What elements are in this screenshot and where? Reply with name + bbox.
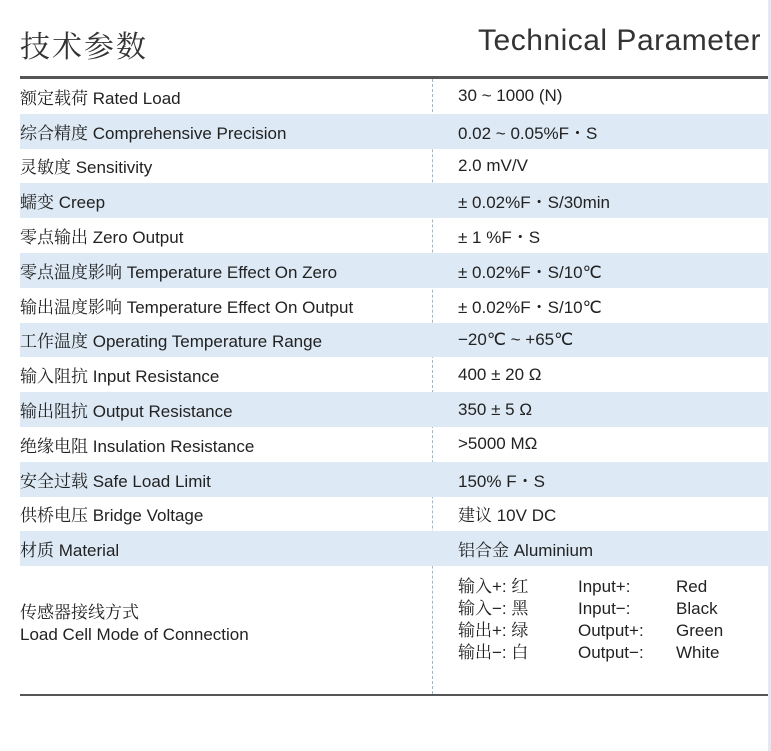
spec-value: ± 0.02%F・S/10℃ [458, 262, 602, 282]
bottom-divider [20, 694, 768, 696]
spec-row-temp-effect-zero [20, 253, 768, 288]
spec-value: 铝合金 Aluminium [458, 541, 594, 561]
spec-label: 供桥电压 Bridge Voltage [20, 506, 204, 526]
spec-row-safe-load [20, 462, 768, 497]
wire-cn: 输入+: 红 [458, 577, 529, 597]
spec-value: 30 ~ 1000 (N) [458, 86, 563, 106]
spec-row-creep [20, 183, 768, 218]
wire-color: Red [676, 577, 708, 597]
connection-label-cn: 传感器接线方式 [20, 603, 139, 623]
spec-row-bridge-voltage [20, 497, 768, 532]
spec-row-sensitivity [20, 149, 768, 184]
wire-row-input-plus [458, 576, 756, 598]
spec-label: 零点温度影响 Temperature Effect On Zero [20, 262, 338, 282]
spec-value: 0.02 ~ 0.05%F・S [458, 123, 598, 143]
spec-label: 输入阻抗 Input Resistance [20, 367, 220, 387]
wire-row-output-plus [458, 620, 756, 642]
spec-label: 安全过载 Safe Load Limit [20, 471, 211, 491]
wire-en: Input+: [578, 577, 631, 597]
wire-cn: 输出−: 白 [458, 643, 529, 663]
spec-label: 绝缘电阻 Insulation Resistance [20, 436, 255, 456]
spec-label: 工作温度 Operating Temperature Range [20, 332, 323, 352]
wire-row-input-minus [458, 598, 756, 620]
spec-row-precision [20, 114, 768, 149]
spec-value: 建议 10V DC [458, 506, 557, 526]
spec-value: ± 0.02%F・S/10℃ [458, 297, 602, 317]
spec-label: 输出温度影响 Temperature Effect On Output [20, 297, 354, 317]
spec-value: 400 ± 20 Ω [458, 364, 542, 384]
page-title-english: Technical Parameter [478, 24, 761, 57]
connection-label-en: Load Cell Mode of Connection [20, 625, 249, 645]
spec-value: >5000 MΩ [458, 434, 538, 454]
wire-cn: 输入−: 黑 [458, 599, 529, 619]
spec-row-temp-effect-output [20, 288, 768, 323]
wire-en: Input−: [578, 599, 631, 619]
spec-table [20, 79, 768, 694]
spec-label: 灵敏度 Sensitivity [20, 158, 153, 178]
spec-value: ± 1 %F・S [458, 228, 541, 248]
connection-label [20, 602, 249, 646]
wiring-table [458, 576, 756, 664]
spec-row-input-resistance [20, 357, 768, 392]
wire-en: Output−: [578, 643, 644, 663]
spec-row-material [20, 531, 768, 566]
spec-label: 材质 Material [20, 541, 120, 561]
wire-color: White [676, 643, 720, 663]
wire-row-output-minus [458, 642, 756, 664]
spec-value: −20℃ ~ +65℃ [458, 329, 574, 349]
wire-en: Output+: [578, 621, 644, 641]
header [0, 0, 771, 78]
spec-label: 输出阻抗 Output Resistance [20, 402, 233, 422]
spec-row-rated-load [20, 79, 768, 114]
spec-label: 零点输出 Zero Output [20, 228, 184, 248]
spec-row-insulation [20, 427, 768, 462]
spec-value: ± 0.02%F・S/30min [458, 193, 611, 213]
page-title-chinese: 技术参数 [20, 30, 148, 65]
spec-value: 150% F・S [458, 471, 545, 491]
spec-row-zero-output [20, 218, 768, 253]
spec-label: 综合精度 Comprehensive Precision [20, 123, 287, 143]
spec-label: 额定载荷 Rated Load [20, 88, 181, 108]
spec-label: 蠕变 Creep [20, 193, 106, 213]
spec-row-output-resistance [20, 392, 768, 427]
spec-value: 2.0 mV/V [458, 155, 528, 175]
wire-color: Green [676, 621, 724, 641]
wire-color: Black [676, 599, 718, 619]
spec-value: 350 ± 5 Ω [458, 399, 533, 419]
wire-cn: 输出+: 绿 [458, 621, 529, 641]
spec-row-operating-temp [20, 323, 768, 358]
connection-row [20, 566, 768, 694]
